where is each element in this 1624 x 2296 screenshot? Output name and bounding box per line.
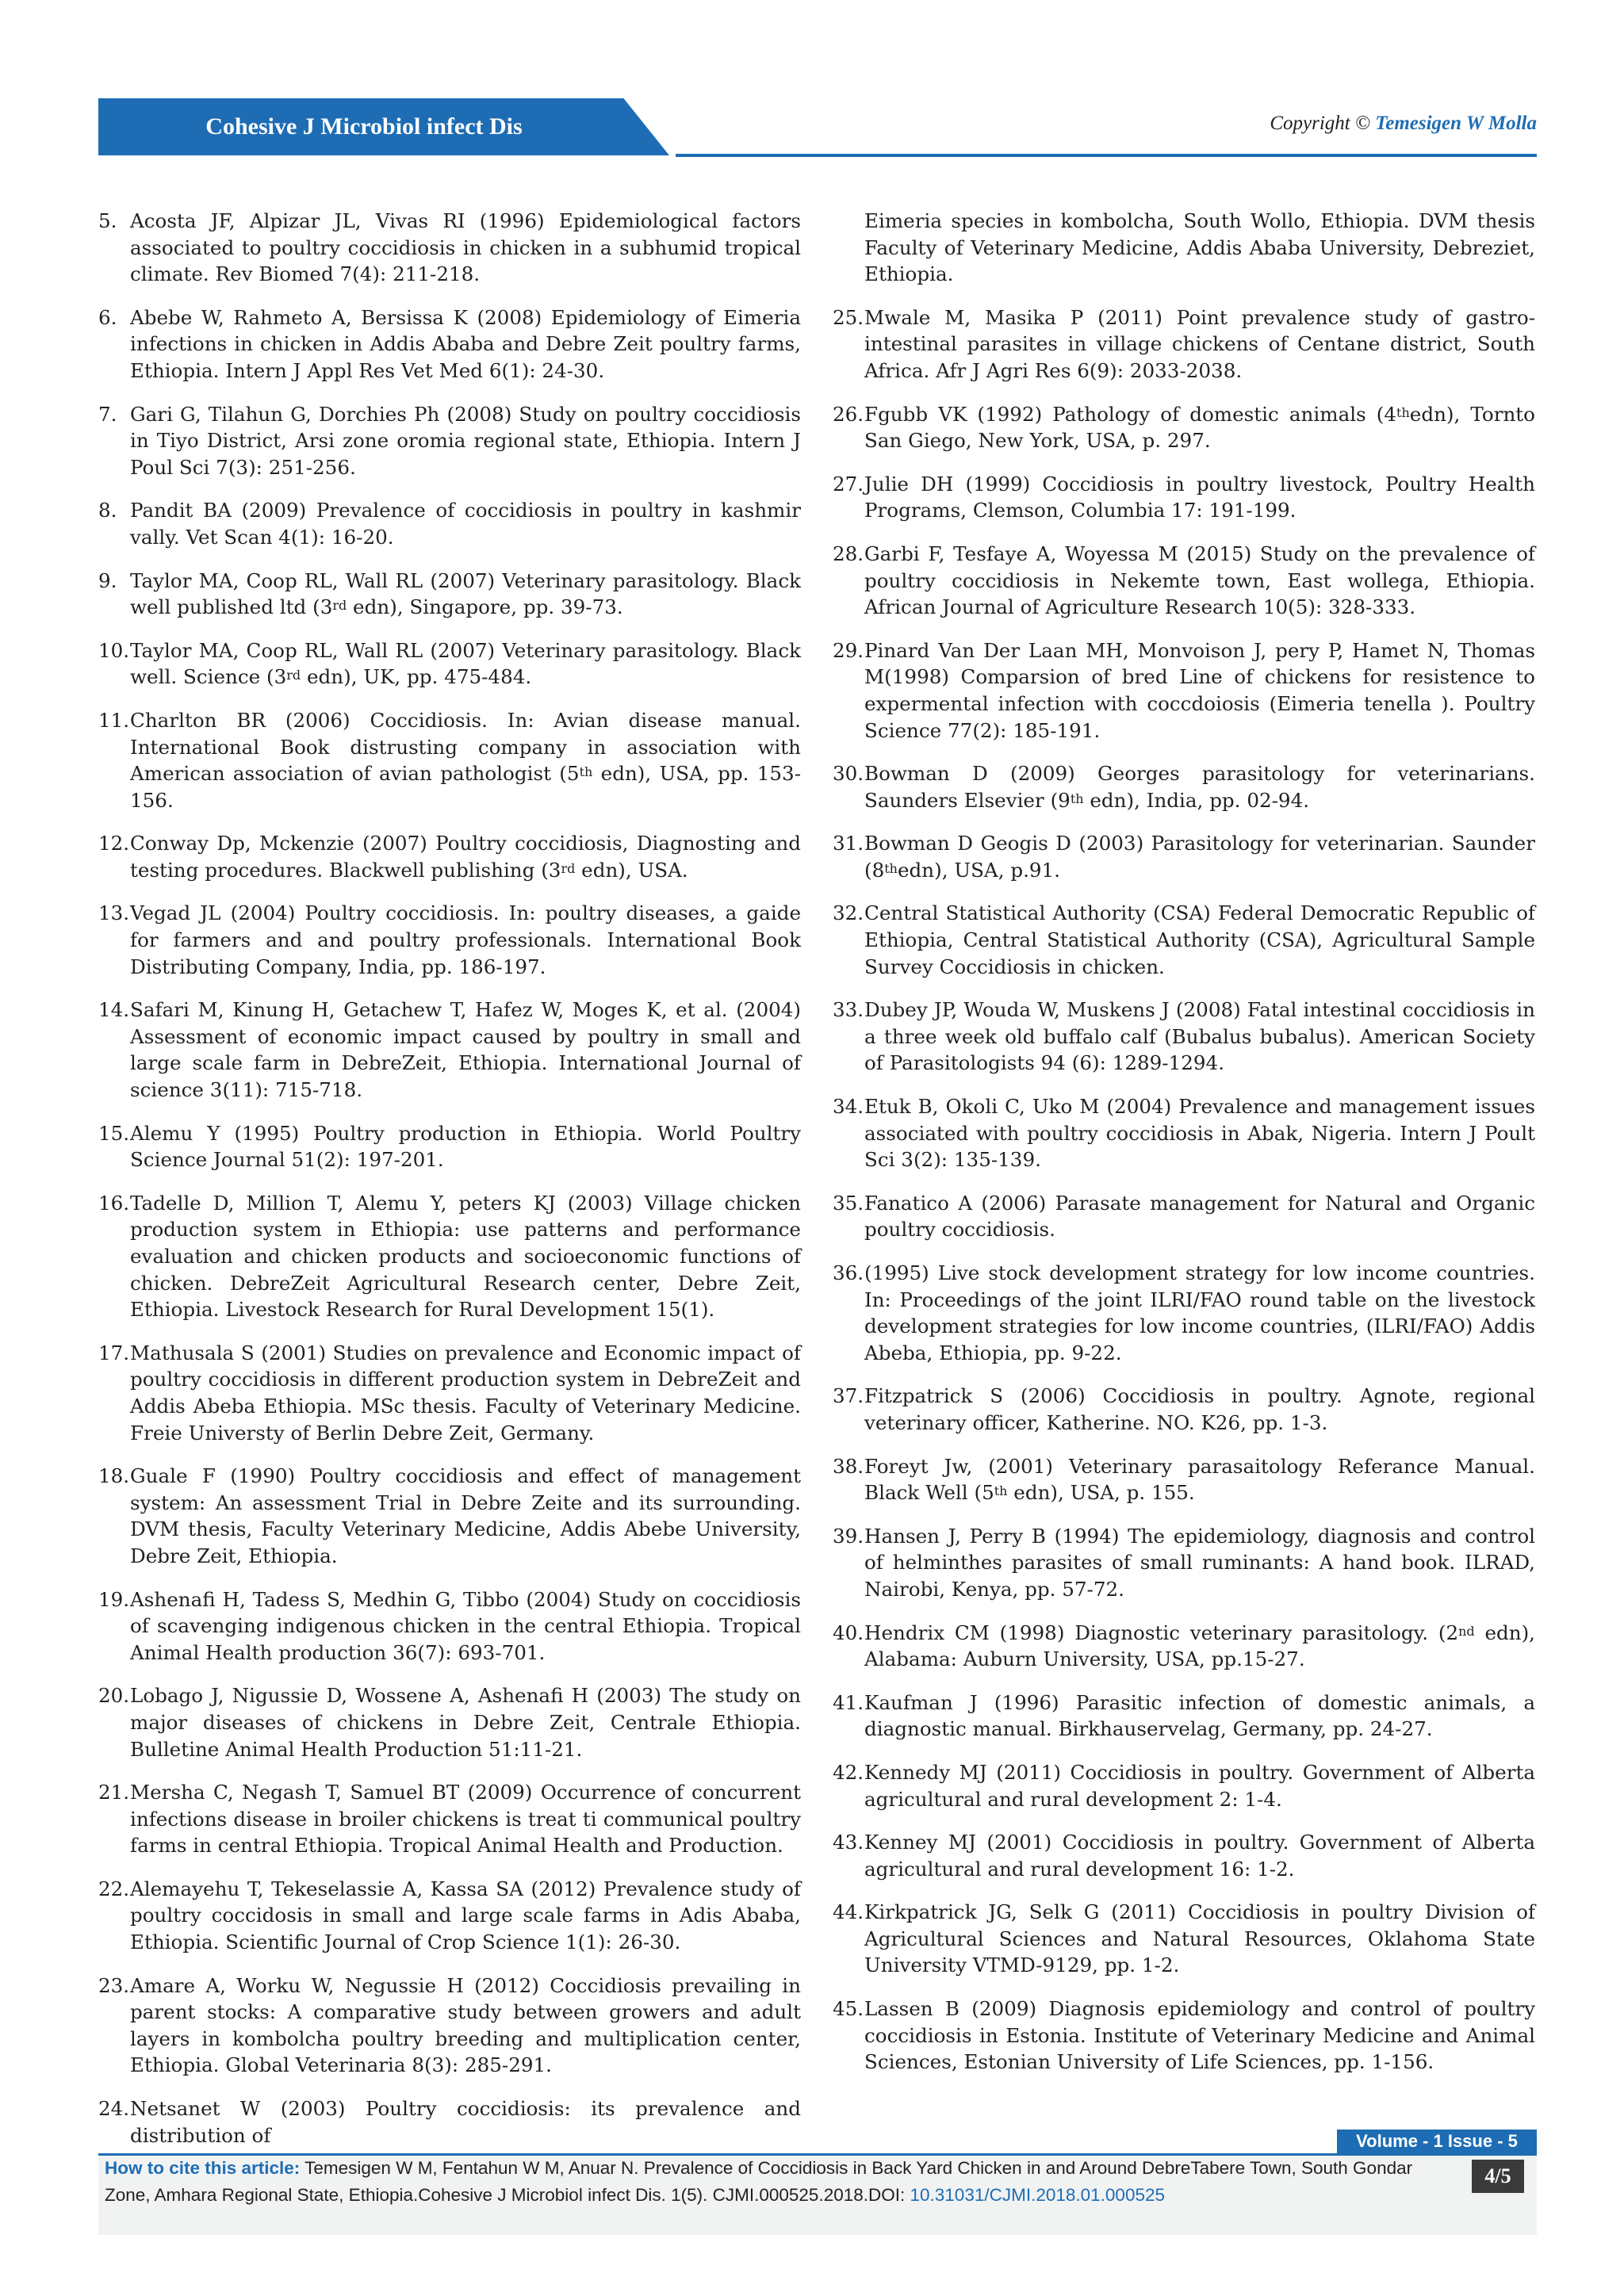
reference-text: Vegad JL (2004) Poultry coccidiosis. In: poultry diseases, a gaide for farmers and and poultry professionals. International Book Distributing Company, India, pp. 186-197. xyxy=(130,901,801,978)
reference-item xyxy=(98,997,801,1103)
reference-item xyxy=(833,1899,1535,1979)
reference-text: Ashenafi H, Tadess S, Medhin G, Tibbo (2004) Study on coccidiosis of scavenging indigenous chicken in the central Ethiopia. Tropical Animal Health production 36(7): 693-701. xyxy=(130,1587,801,1664)
reference-item xyxy=(98,900,801,980)
reference-text-tail: edn), India, pp. 02-94. xyxy=(1083,788,1310,812)
reference-number: 37. xyxy=(833,1384,864,1408)
reference-text: Taylor MA, Coop RL, Wall RL (2007) Veterinary parasitology. Black well. Science (3 xyxy=(130,638,801,689)
reference-item xyxy=(98,208,801,288)
reference-number: 10. xyxy=(98,638,130,662)
reference-number: 28. xyxy=(833,541,864,565)
reference-number: 33. xyxy=(833,998,864,1022)
reference-item xyxy=(833,1996,1535,2076)
reference-text: Taylor MA, Coop RL, Wall RL (2007) Veterinary parasitology. Black well published ltd (3 xyxy=(130,568,801,619)
reference-item xyxy=(98,707,801,813)
copyright-author: Temesigen W Molla xyxy=(1375,113,1537,134)
reference-number: 41. xyxy=(833,1690,864,1714)
reference-number: 30. xyxy=(833,762,864,786)
reference-number: 5. xyxy=(98,209,117,232)
reference-item xyxy=(98,2095,801,2149)
reference-text: Acosta JF, Alpizar JL, Vivas RI (1996) Epidemiological factors associated to poultry coccidiosis in chicken in a subhumid tropical climate. Rev Biomed 7(4): 211-218. xyxy=(130,209,801,286)
reference-number: 11. xyxy=(98,708,130,732)
reference-superscript: th xyxy=(1396,404,1410,420)
reference-text: Foreyt Jw, (2001) Veterinary parasaitology Referance Manual. Black Well (5 xyxy=(864,1454,1535,1505)
reference-item xyxy=(833,1260,1535,1366)
reference-item xyxy=(833,900,1535,980)
reference-item xyxy=(98,1463,801,1569)
references-right-column xyxy=(833,208,1535,2092)
reference-text: Guale F (1990) Poultry coccidiosis and effect of management system: An assessment Trial in Debre Zeite and its surrounding. DVM thesis, Faculty Veterinary Medicine, Addis Abebe University, Debre Zeit, Ethiopia. xyxy=(130,1464,801,1567)
reference-text: Etuk B, Okoli C, Uko M (2004) Prevalence and management issues associated with poultry coccidiosis in Abak, Nigeria. Intern J Poult Sci 3(2): 135-139. xyxy=(864,1095,1535,1172)
reference-item xyxy=(833,1453,1535,1506)
reference-number: 12. xyxy=(98,832,130,855)
reference-text: Dubey JP, Wouda W, Muskens J (2008) Fatal intestinal coccidiosis in a three week old buffalo calf (Bubalus bubalus). American Society of Parasitologists 94 (6): 1289-1294. xyxy=(864,998,1535,1075)
reference-number: 17. xyxy=(98,1341,130,1364)
reference-number: 21. xyxy=(98,1781,130,1804)
reference-text: Bowman D Geogis D (2003) Parasitology for veterinarian. Saunder (8 xyxy=(864,832,1535,882)
reference-text: Mersha C, Negash T, Samuel BT (2009) Occurrence of concurrent infections disease in broiler chickens is treat ti communical poultry farms in central Ethiopia. Tropical Animal Health and Production. xyxy=(130,1781,801,1858)
reference-item xyxy=(833,401,1535,454)
reference-text: Hendrix CM (1998) Diagnostic veterinary parasitology. (2 xyxy=(864,1621,1459,1644)
reference-item xyxy=(833,471,1535,524)
reference-item xyxy=(98,1973,801,2079)
reference-superscript: th xyxy=(579,764,593,780)
reference-text: Amare A, Worku W, Negussie H (2012) Coccidiosis prevailing in parent stocks: A comparative study between growers and adult layers in kombolcha poultry breeding and multiplication center, Ethiopia. Global Veterinaria 8(3): 285-291. xyxy=(130,1973,801,2077)
reference-text: Netsanet W (2003) Poultry coccidiosis: its prevalence and distribution of xyxy=(130,2097,801,2147)
reference-item xyxy=(98,1120,801,1173)
reference-number: 19. xyxy=(98,1587,130,1611)
header-rule xyxy=(676,154,1537,157)
reference-number: 31. xyxy=(833,832,864,855)
reference-text-tail: edn), USA, pp. 153-156. xyxy=(130,762,802,812)
reference-item xyxy=(98,497,801,550)
reference-item xyxy=(98,304,801,385)
reference-number: 34. xyxy=(833,1095,864,1119)
reference-item xyxy=(98,1340,801,1446)
reference-text: Hansen J, Perry B (1994) The epidemiology, diagnosis and control of helminthes parasites of small ruminants: A hand book. ILRAD, Nairobi, Kenya, pp. 57-72. xyxy=(864,1524,1535,1601)
reference-text-tail: edn), USA, p.91. xyxy=(897,858,1060,882)
reference-number: 23. xyxy=(98,1973,130,1997)
reference-text: Mwale M, Masika P (2011) Point prevalence study of gastro-intestinal parasites in village chickens of Centane district, South Africa. Afr J Agri Res 6(9): 2033-2038. xyxy=(864,305,1535,382)
reference-text: Garbi F, Tesfaye A, Woyessa M (2015) Study on the prevalence of poultry coccidiosis in Nekemte town, East wollega, Ethiopia. African Journal of Agriculture Research 10(5): 328-333. xyxy=(864,541,1535,619)
reference-text: Kaufman J (1996) Parasitic infection of domestic animals, a diagnostic manual. Birkhauservelag, Germany, pp. 24-27. xyxy=(864,1690,1535,1741)
reference-text-tail: edn), USA. xyxy=(575,858,688,882)
reference-superscript: rd xyxy=(286,668,301,683)
reference-text: Kenney MJ (2001) Coccidiosis in poultry. Government of Alberta agricultural and rural development 16: 1-2. xyxy=(864,1831,1535,1881)
reference-number: 35. xyxy=(833,1191,864,1215)
reference-item xyxy=(833,541,1535,621)
page-number: 4/5 xyxy=(1472,2160,1524,2193)
reference-number: 45. xyxy=(833,1997,864,2021)
reference-text: Lassen B (2009) Diagnosis epidemiology and control of poultry coccidiosis in Estonia. Institute of Veterinary Medicine and Animal Sciences, Estonian University of Life Sciences, pp. 1-156. xyxy=(864,1997,1535,2074)
journal-title: Cohesive J Microbiol infect Dis xyxy=(205,113,523,140)
reference-text-tail: edn), Tornto San Giego, New York, USA, p. 297. xyxy=(864,402,1535,453)
reference-item xyxy=(833,1620,1535,1673)
reference-item xyxy=(98,568,801,621)
reference-item xyxy=(98,830,801,883)
reference-continuation: Eimeria species in kombolcha, South Wollo, Ethiopia. DVM thesis Faculty of Veterinary Medicine, Addis Ababa University, Debreziet, Ethiopia. xyxy=(864,209,1535,286)
reference-text: Conway Dp, Mckenzie (2007) Poultry coccidiosis, Diagnosting and testing procedures. Blackwell publishing (3 xyxy=(130,832,801,882)
reference-text: (1995) Live stock development strategy for low income countries. In: Proceedings of the joint ILRI/FAO round table on the livestock development strategies for low income countries, (ILRI/FAO) Addis Abeba, Ethiopia, pp. 9-22. xyxy=(864,1261,1535,1364)
reference-text-tail: edn), UK, pp. 475-484. xyxy=(301,665,532,689)
reference-text: Mathusala S (2001) Studies on prevalence and Economic impact of poultry coccidiosis in different production system in DebreZeit and Addis Abeba Ethiopia. MSc thesis. Faculty of Veterinary Medicine. Freie Universty of Berlin Debre Zeit, Germany. xyxy=(130,1341,801,1445)
citation-block xyxy=(105,2155,1437,2209)
reference-number: 9. xyxy=(98,568,117,592)
reference-number: 6. xyxy=(98,305,117,329)
reference-superscript: th xyxy=(884,860,898,876)
reference-number: 20. xyxy=(98,1684,130,1708)
reference-text-tail: edn), USA, p. 155. xyxy=(1007,1481,1195,1505)
reference-number: 27. xyxy=(833,472,864,496)
reference-number: 26. xyxy=(833,402,864,426)
reference-item xyxy=(833,1829,1535,1882)
reference-item xyxy=(833,997,1535,1077)
reference-item xyxy=(98,1876,801,1956)
reference-text: Charlton BR (2006) Coccidiosis. In: Avian disease manual. International Book distrusting company in association with American association of avian pathologist (5 xyxy=(130,708,801,786)
reference-item xyxy=(98,1190,801,1323)
reference-number: 8. xyxy=(98,499,117,522)
reference-text: Fanatico A (2006) Parasate management for Natural and Organic poultry coccidiosis. xyxy=(864,1191,1535,1242)
reference-number: 14. xyxy=(98,998,130,1022)
reference-number: 43. xyxy=(833,1831,864,1854)
reference-item xyxy=(833,304,1535,385)
reference-item xyxy=(833,830,1535,883)
reference-number: 36. xyxy=(833,1261,864,1284)
reference-number: 15. xyxy=(98,1121,130,1145)
reference-text: Julie DH (1999) Coccidiosis in poultry livestock, Poultry Health Programs, Clemson, Columbia 17: 191-199. xyxy=(864,472,1535,522)
reference-number: 25. xyxy=(833,305,864,329)
reference-text: Pinard Van Der Laan MH, Monvoison J, pery P, Hamet N, Thomas M(1998) Comparsion of bred Line of chickens for resistence to expermental infection with coccdoiosis (Eimeria tenella ). Poultry Science 77(2): 185-191. xyxy=(864,638,1535,742)
reference-text: Fgubb VK (1992) Pathology of domestic animals (4 xyxy=(864,402,1397,426)
reference-text: Bowman D (2009) Georges parasitology for veterinarians. Saunders Elsevier (9 xyxy=(864,762,1535,812)
reference-number: 7. xyxy=(98,402,117,426)
reference-number: 22. xyxy=(98,1877,130,1900)
reference-text: Kennedy MJ (2011) Coccidiosis in poultry. Government of Alberta agricultural and rural development 2: 1-4. xyxy=(864,1760,1535,1811)
citation-label: How to cite this article: xyxy=(105,2158,301,2178)
reference-number: 16. xyxy=(98,1191,130,1215)
reference-superscript: rd xyxy=(561,860,576,876)
reference-text-tail: edn), Alabama: Auburn University, USA, pp.15-27. xyxy=(864,1621,1535,1671)
reference-item xyxy=(98,401,801,481)
reference-text: Pandit BA (2009) Prevalence of coccidiosis in poultry in kashmir vally. Vet Scan 4(1): 16-20. xyxy=(130,499,801,549)
reference-superscript: th xyxy=(1070,790,1084,806)
reference-text: Fitzpatrick S (2006) Coccidiosis in poultry. Agnote, regional veterinary officer, Katherine. NO. K26, pp. 1-3. xyxy=(864,1384,1535,1434)
reference-item xyxy=(98,1682,801,1762)
copyright-prefix: Copyright © xyxy=(1270,113,1370,134)
reference-item xyxy=(833,1523,1535,1603)
reference-item xyxy=(833,637,1535,744)
reference-number: 24. xyxy=(98,2097,130,2121)
copyright-line xyxy=(1270,113,1537,135)
reference-superscript: nd xyxy=(1458,1623,1475,1639)
reference-number: 32. xyxy=(833,901,864,925)
reference-number: 13. xyxy=(98,901,130,925)
reference-item xyxy=(98,637,801,691)
reference-text-tail: edn), Singapore, pp. 39-73. xyxy=(347,595,623,619)
reference-number: 18. xyxy=(98,1464,130,1488)
reference-number: 39. xyxy=(833,1524,864,1548)
reference-item xyxy=(833,1190,1535,1243)
volume-issue-badge: Volume - 1 Issue - 5 xyxy=(1337,2130,1537,2153)
reference-item xyxy=(98,1586,801,1667)
reference-number: 38. xyxy=(833,1454,864,1478)
reference-text: Alemayehu T, Tekeselassie A, Kassa SA (2012) Prevalence study of poultry coccidosis in small and large scale farms in Adis Ababa, Ethiopia. Scientific Journal of Crop Science 1(1): 26-30. xyxy=(130,1877,801,1954)
citation-doi-link[interactable]: 10.31031/CJMI.2018.01.000525 xyxy=(910,2185,1166,2205)
reference-text: Lobago J, Nigussie D, Wossene A, Ashenafi H (2003) The study on major diseases of chickens in Debre Zeit, Centrale Ethiopia. Bulletine Animal Health Production 51:11-21. xyxy=(130,1684,801,1761)
reference-text: Central Statistical Authority (CSA) Federal Democratic Republic of Ethiopia, Central Statistical Authority (CSA), Agricultural Sample Survey Coccidiosis in chicken. xyxy=(864,901,1535,978)
reference-number: 29. xyxy=(833,638,864,662)
reference-text: Abebe W, Rahmeto A, Bersissa K (2008) Epidemiology of Eimeria infections in chicken in Addis Ababa and Debre Zeit poultry farms, Ethiopia. Intern J Appl Res Vet Med 6(1): 24-30. xyxy=(130,305,801,382)
reference-number: 44. xyxy=(833,1900,864,1924)
reference-number: 42. xyxy=(833,1760,864,1784)
reference-item xyxy=(98,1779,801,1859)
reference-item xyxy=(833,760,1535,813)
reference-text: Alemu Y (1995) Poultry production in Ethiopia. World Poultry Science Journal 51(2): 197-201. xyxy=(130,1121,801,1172)
citation-text: Temesigen W M, Fentahun W M, Anuar N. Prevalence of Coccidiosis in Back Yard Chicken in and Around DebreTabere Town, South Gondar Zone, Amhara Regional State, Ethiopia.Cohesive J Microbiol infect Dis. 1(5). CJMI.000525.2018.DOI: xyxy=(105,2158,1413,2205)
reference-text: Gari G, Tilahun G, Dorchies Ph (2008) Study on poultry coccidiosis in Tiyo District, Arsi zone oromia regional state, Ethiopia. Intern J Poul Sci 7(3): 251-256. xyxy=(130,402,801,479)
reference-item xyxy=(833,1093,1535,1173)
reference-text: Tadelle D, Million T, Alemu Y, peters KJ (2003) Village chicken production system in Ethiopia: use patterns and performance evaluation and chicken products and socioeconomic functions of chicken. DebreZeit Agricultural Research center, Debre Zeit, Ethiopia. Livestock Research for Rural Development 15(1). xyxy=(130,1191,801,1322)
references-left-column xyxy=(98,208,801,2165)
reference-text: Kirkpatrick JG, Selk G (2011) Coccidiosis in poultry Division of Agricultural Sciences and Natural Resources, Oklahoma State University VTMD-9129, pp. 1-2. xyxy=(864,1900,1535,1977)
reference-superscript: rd xyxy=(332,598,347,614)
reference-superscript: th xyxy=(994,1483,1008,1499)
reference-item xyxy=(833,1689,1535,1743)
reference-item xyxy=(833,1759,1535,1812)
reference-item xyxy=(833,1383,1535,1436)
reference-text: Safari M, Kinung H, Getachew T, Hafez W, Moges K, et al. (2004) Assessment of economic impact caused by poultry in small and large scale farm in DebreZeit, Ethiopia. International Journal of science 3(11): 715-718. xyxy=(130,998,801,1102)
reference-number: 40. xyxy=(833,1621,864,1644)
